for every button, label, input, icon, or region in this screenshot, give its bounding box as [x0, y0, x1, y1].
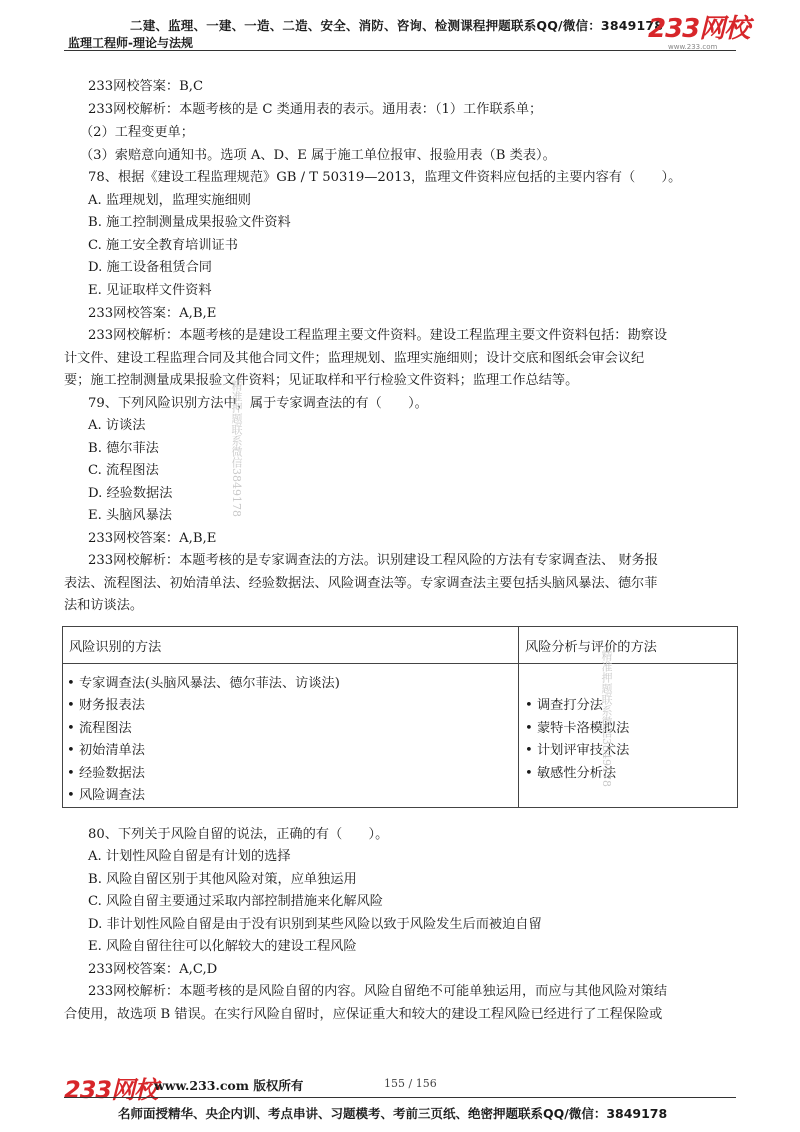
- footer-divider: [64, 1097, 736, 1098]
- bullet-icon: •: [525, 721, 533, 736]
- option-c: C. 施工安全教育培训证书: [88, 238, 238, 253]
- footer-url: www.233.com 版权所有: [154, 1078, 304, 1093]
- analysis-line: 计文件、建设工程监理合同及其他合同文件；监理规划、监理实施细则；设计交底和图纸会审会议纪: [64, 351, 645, 366]
- table-list-item: • 风险调查法: [67, 788, 145, 803]
- brand-logo: 233网校: [648, 14, 750, 44]
- bullet-icon: •: [67, 698, 75, 713]
- option-e: E. 风险自留往往可以化解较大的建设工程风险: [88, 939, 357, 954]
- option-a: A. 监理规划，监理实施细则: [88, 193, 251, 208]
- option-c: C. 风险自留主要通过采取内部控制措施来化解风险: [88, 894, 383, 909]
- bullet-icon: •: [67, 788, 75, 803]
- analysis-line: 法和访谈法。: [64, 598, 144, 613]
- footer-promo: 名师面授精华、央企内训、考点串讲、习题模考、考前三页纸、绝密押题联系QQ/微信：3849178: [118, 1106, 668, 1121]
- option-a: A. 访谈法: [88, 418, 146, 433]
- table-list-item: • 敏感性分析法: [525, 766, 617, 781]
- option-d: D. 施工设备租赁合同: [88, 260, 212, 275]
- table-header-col1: 风险识别的方法: [69, 640, 162, 655]
- table-list-item: • 初始清单法: [67, 743, 145, 758]
- option-d: D. 非计划性风险自留是由于没有识别到某些风险以致于风险发生后而被迫自留: [88, 917, 542, 932]
- option-b: B. 风险自留区别于其他风险对策，应单独运用: [88, 872, 357, 887]
- risk-methods-table: [62, 626, 738, 808]
- body-line: （2）工程变更单；: [80, 125, 194, 140]
- body-line: 233网校答案：B,C: [88, 79, 204, 94]
- watermark: 精准押题联系微信3849178: [600, 650, 613, 787]
- table-list-item: • 计划评审技术法: [525, 743, 630, 758]
- analysis-line: 233网校解析：本题考核的是专家调查法的方法。识别建设工程风险的方法有专家调查法、 财务报: [88, 553, 659, 568]
- body-line: 233网校解析：本题考核的是 C 类通用表的表示。通用表：（1）工作联系单；: [88, 102, 543, 117]
- question-79: 79、下列风险识别方法中，属于专家调查法的有（ ）。: [88, 396, 428, 411]
- bullet-icon: •: [525, 698, 533, 713]
- table-list-item: • 经验数据法: [67, 766, 145, 781]
- header-promo: 二建、监理、一建、一造、二造、安全、消防、咨询、检测课程押题联系QQ/微信：3849178: [130, 18, 664, 33]
- bullet-icon: •: [67, 676, 75, 691]
- page-number: 155 / 156: [384, 1077, 437, 1090]
- analysis-line: 233网校解析：本题考核的是风险自留的内容。风险自留绝不可能单独运用，而应与其他风险对策结: [88, 984, 668, 999]
- table-list-item: • 流程图法: [67, 721, 132, 736]
- table-column-divider: [518, 627, 519, 807]
- option-b: B. 德尔菲法: [88, 441, 159, 456]
- table-header-col2: 风险分析与评价的方法: [525, 640, 657, 655]
- footer-logo: 233网校: [64, 1076, 158, 1104]
- answer: 233网校答案：A,B,E: [88, 531, 217, 546]
- option-a: A. 计划性风险自留是有计划的选择: [88, 849, 291, 864]
- analysis-line: 合使用，故选项 B 错误。在实行风险自留时，应保证重大和较大的建设工程风险已经进行了工程保险或: [64, 1007, 663, 1022]
- analysis-line: 表法、流程图法、初始清单法、经验数据法、风险调查法等。专家调查法主要包括头脑风暴法、德尔菲: [64, 576, 658, 591]
- option-e: E. 头脑风暴法: [88, 508, 172, 523]
- bullet-icon: •: [525, 766, 533, 781]
- answer: 233网校答案：A,B,E: [88, 306, 217, 321]
- answer: 233网校答案：A,C,D: [88, 962, 218, 977]
- body-line: （3）索赔意向通知书。选项 A、D、E 属于施工单位报审、报验用表（B 类表）。: [80, 148, 556, 163]
- table-list-item: • 蒙特卡洛模拟法: [525, 721, 630, 736]
- analysis-line: 233网校解析：本题考核的是建设工程监理主要文件资料。建设工程监理主要文件资料包括：勘察设: [88, 328, 668, 343]
- bullet-icon: •: [67, 743, 75, 758]
- option-c: C. 流程图法: [88, 463, 159, 478]
- header-subtitle: 监理工程师-理论与法规: [68, 36, 193, 50]
- bullet-icon: •: [525, 743, 533, 758]
- brand-logo-url: www.233.com: [668, 43, 718, 51]
- option-e: E. 见证取样文件资料: [88, 283, 212, 298]
- header-divider: [64, 50, 736, 51]
- watermark: 精准押题联系微信3849178: [230, 380, 243, 517]
- table-list-item: • 财务报表法: [67, 698, 145, 713]
- bullet-icon: •: [67, 721, 75, 736]
- bullet-icon: •: [67, 766, 75, 781]
- table-header-divider: [63, 663, 737, 664]
- option-b: B. 施工控制测量成果报验文件资料: [88, 215, 291, 230]
- option-d: D. 经验数据法: [88, 486, 173, 501]
- table-list-item: • 专家调查法(头脑风暴法、德尔菲法、访谈法): [67, 676, 340, 691]
- question-80: 80、下列关于风险自留的说法，正确的有（ ）。: [88, 827, 389, 842]
- table-list-item: • 调查打分法: [525, 698, 603, 713]
- analysis-line: 要；施工控制测量成果报验文件资料；见证取样和平行检验文件资料；监理工作总结等。: [64, 373, 579, 388]
- question-78: 78、根据《建设工程监理规范》GB / T 50319—2013，监理文件资料应包括的主要内容有（ ）。: [88, 170, 682, 185]
